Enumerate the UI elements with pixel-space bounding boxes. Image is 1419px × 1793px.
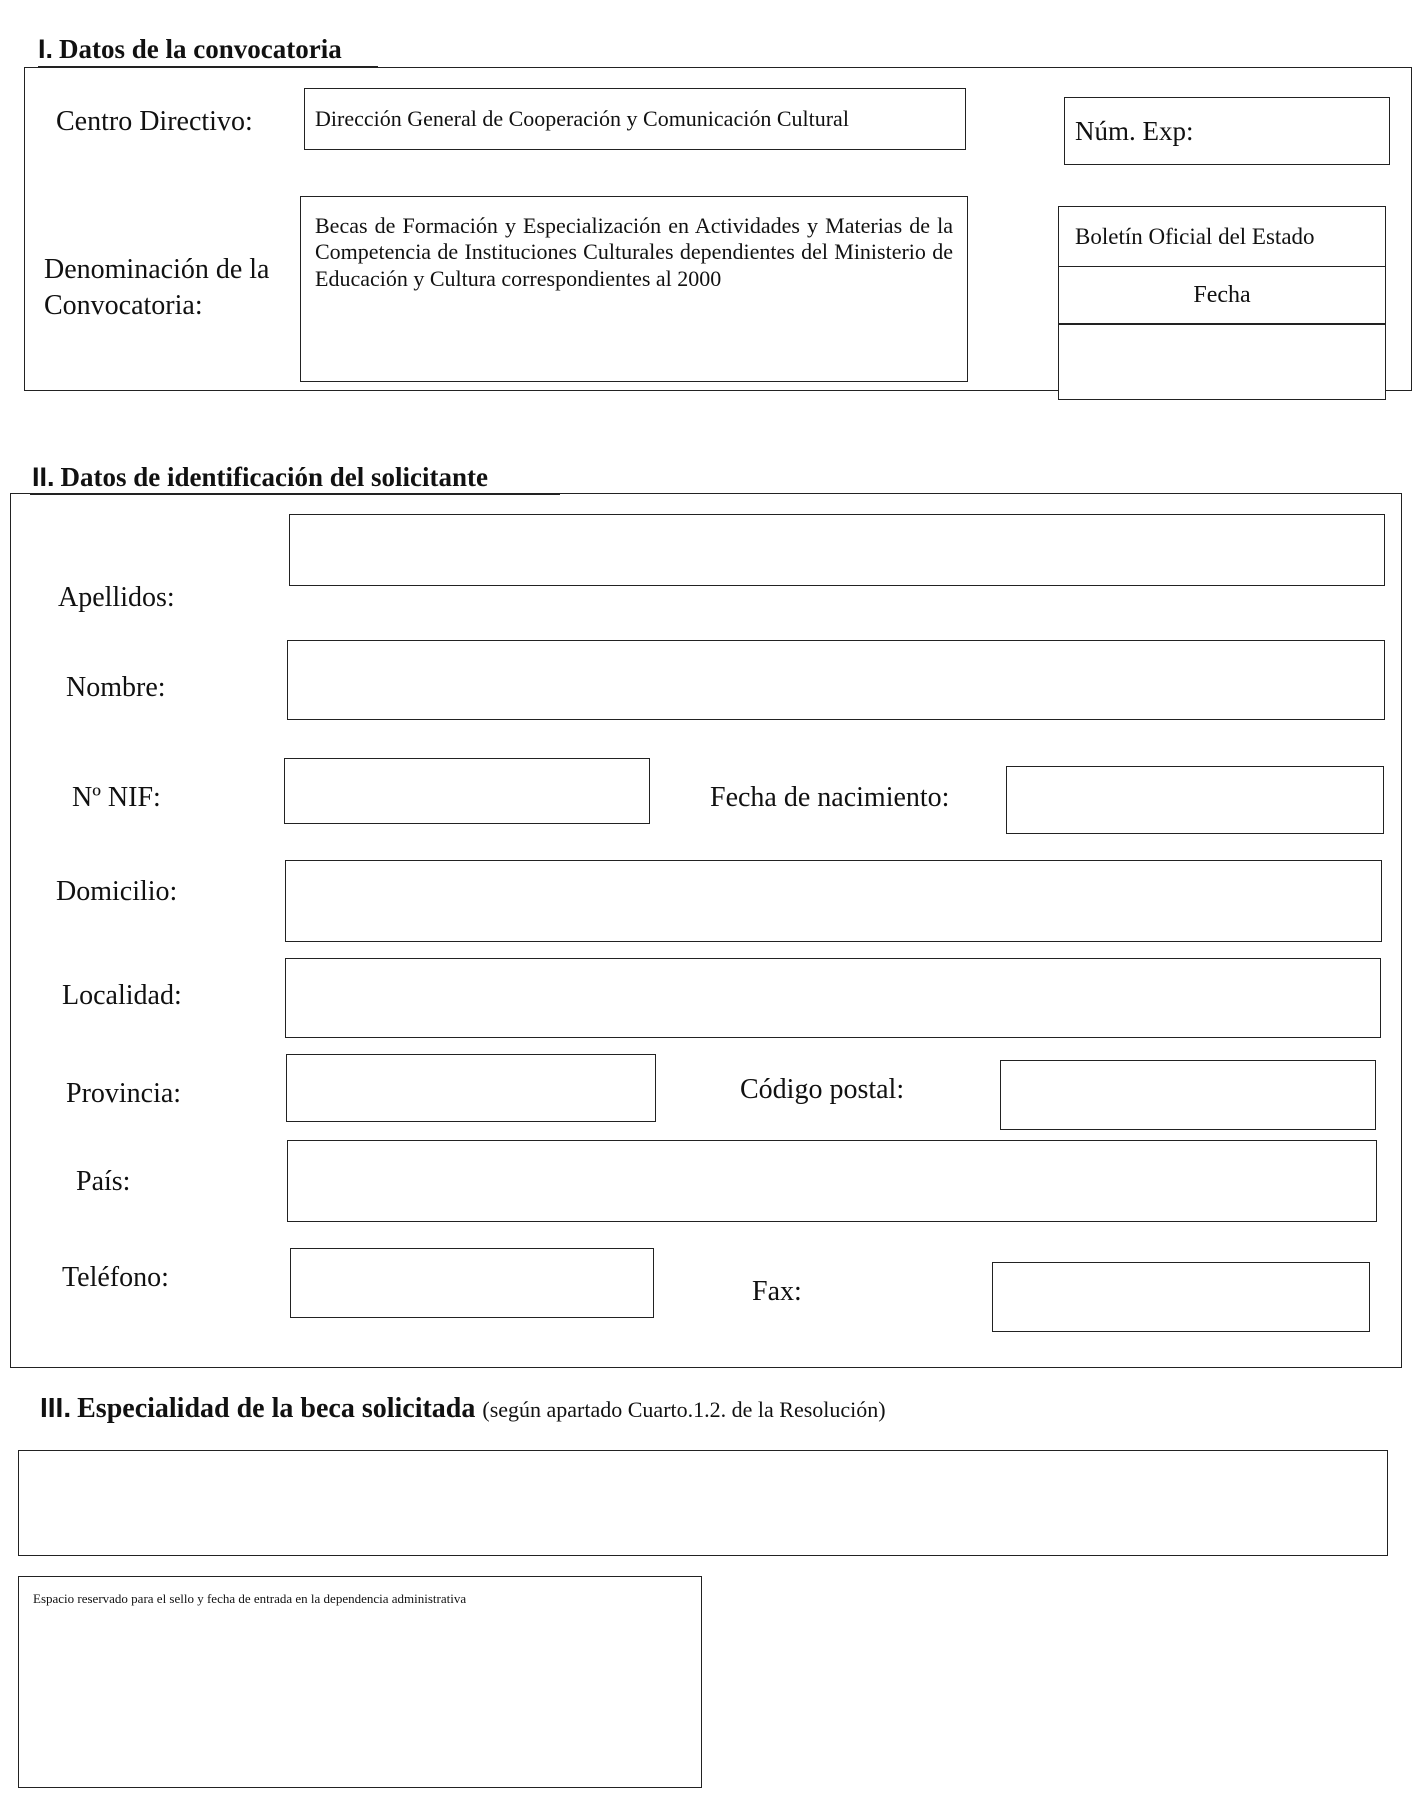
denominacion-label	[44, 252, 269, 325]
centro-directivo-value: Dirección General de Cooperación y Comunicación Cultural	[315, 105, 849, 131]
stamp-box	[18, 1576, 702, 1788]
section-2-number: II.	[32, 462, 55, 492]
section-2-title: Datos de identificación del solicitante	[60, 462, 488, 492]
fecha-nacimiento-label: Fecha de nacimiento:	[710, 782, 950, 813]
codigo-postal-label: Código postal:	[740, 1074, 905, 1105]
nif-label: Nº NIF:	[72, 782, 161, 813]
section-1-heading	[38, 34, 342, 65]
section-2-heading	[32, 462, 488, 493]
num-exp-field[interactable]	[1064, 97, 1390, 165]
localidad-label: Localidad:	[62, 980, 182, 1011]
fax-label: Fax:	[752, 1276, 802, 1307]
nombre-label: Nombre:	[66, 672, 166, 703]
apellidos-label: Apellidos:	[58, 582, 175, 613]
section-3-title: Especialidad de la beca solicitada	[77, 1393, 476, 1424]
boe-box	[1058, 206, 1386, 400]
boe-fecha-label: Fecha	[1059, 267, 1385, 325]
nombre-field[interactable]	[287, 640, 1385, 720]
stamp-label: Espacio reservado para el sello y fecha de entrada en la dependencia administrativa	[33, 1591, 467, 1606]
provincia-label: Provincia:	[66, 1078, 182, 1109]
section-3-number: III.	[40, 1392, 72, 1423]
boe-fecha-field[interactable]	[1059, 325, 1385, 399]
domicilio-field[interactable]	[285, 860, 1382, 942]
especialidad-field[interactable]	[18, 1450, 1388, 1556]
codigo-postal-field[interactable]	[1000, 1060, 1376, 1130]
denominacion-field[interactable]	[300, 196, 968, 382]
centro-directivo-label: Centro Directivo:	[56, 106, 253, 137]
domicilio-label: Domicilio:	[56, 876, 178, 907]
fax-field[interactable]	[992, 1262, 1370, 1332]
provincia-field[interactable]	[286, 1054, 656, 1122]
denominacion-label-line-1: Denominación de la	[44, 254, 270, 285]
section-3-heading	[40, 1392, 886, 1425]
section-3-subtitle: (según apartado Cuarto.1.2. de la Resolución)	[482, 1397, 886, 1422]
denominacion-value: Becas de Formación y Especialización en Actividades y Materias de la Competencia de Instituciones Culturales dependientes del Ministerio de Educación y Cultura correspondientes al 2000	[315, 213, 953, 291]
pais-label: País:	[76, 1166, 131, 1197]
section-1-title: Datos de la convocatoria	[59, 34, 342, 64]
telefono-field[interactable]	[290, 1248, 654, 1318]
boe-label: Boletín Oficial del Estado	[1059, 207, 1385, 267]
apellidos-field[interactable]	[289, 514, 1385, 586]
pais-field[interactable]	[287, 1140, 1377, 1222]
fecha-nacimiento-field[interactable]	[1006, 766, 1384, 834]
nif-field[interactable]	[284, 758, 650, 824]
denominacion-label-line-2: Convocatoria:	[44, 290, 203, 322]
centro-directivo-field[interactable]	[304, 88, 966, 150]
section-1-number: I.	[38, 34, 54, 64]
telefono-label: Teléfono:	[62, 1262, 169, 1293]
num-exp-label: Núm. Exp:	[1075, 115, 1194, 146]
localidad-field[interactable]	[285, 958, 1381, 1038]
